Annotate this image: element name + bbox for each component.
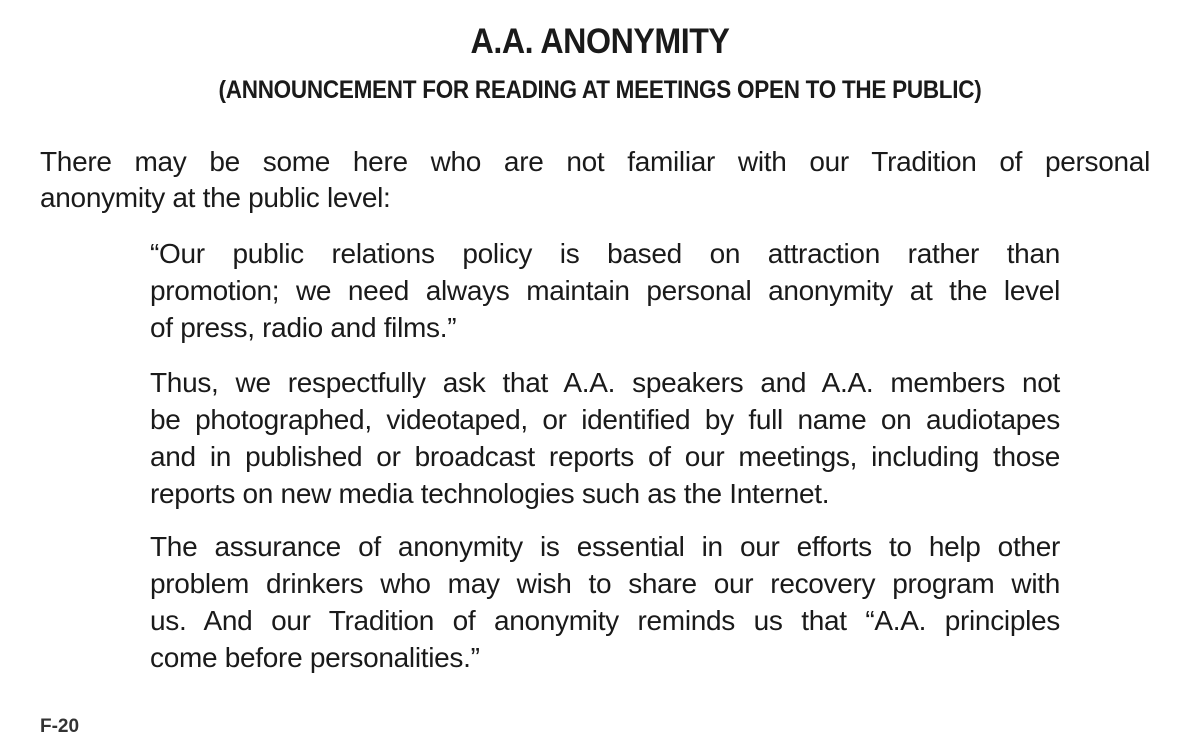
intro-line: There may be some here who are not familiar with our Tradition of personal (40, 146, 1150, 177)
quote-line: promotion; we need always maintain personal anonymity at the level (150, 275, 1060, 306)
footer-code: F-20 (40, 716, 80, 737)
assurance-line: problem drinkers who may wish to share our recovery program with (150, 568, 1060, 599)
document-subtitle: (ANNOUNCEMENT FOR READING AT MEETINGS OPEN TO THE PUBLIC) (218, 76, 982, 104)
assurance-line: us. And our Tradition of anonymity reminds us that “A.A. principles (150, 605, 1060, 636)
quote-line: of press, radio and films.” (150, 312, 457, 343)
assurance-line: The assurance of anonymity is essential in our efforts to help other (150, 531, 1060, 562)
intro-line: anonymity at the public level: (40, 182, 391, 213)
quote-line: “Our public relations policy is based on attraction rather than (150, 238, 1060, 269)
assurance-line: come before personalities.” (150, 642, 480, 673)
request-line: Thus, we respectfully ask that A.A. speakers and A.A. members not (150, 367, 1060, 398)
request-line: be photographed, videotaped, or identified by full name on audiotapes (150, 404, 1060, 435)
request-line: and in published or broadcast reports of our meetings, including those (150, 441, 1060, 472)
request-line: reports on new media technologies such as the Internet. (150, 478, 830, 509)
document-title: A.A. ANONYMITY (470, 22, 730, 61)
